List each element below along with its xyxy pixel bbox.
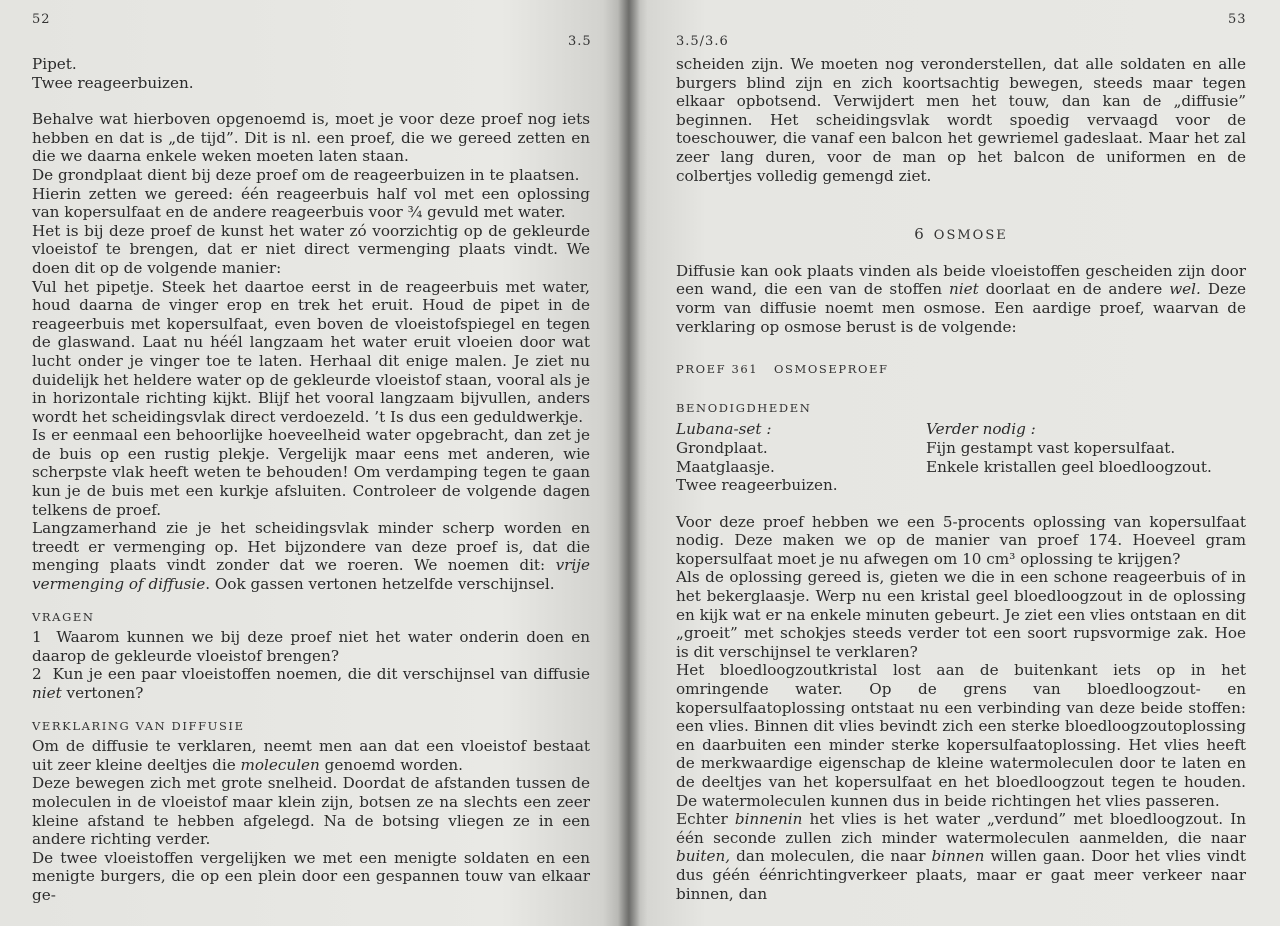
list-item: Fijn gestampt vast kopersulfaat. xyxy=(926,438,1176,457)
question-text: Kun je een paar vloeistoffen noemen, die dit verschijnsel van diffusie xyxy=(52,665,591,684)
section-title-text: OSMOSE xyxy=(933,228,1008,244)
emphasis-text: buiten, xyxy=(676,847,731,866)
question-text: Waarom kunnen we bij deze proef niet het water onderin doen en daarop de gekleurde vloeistof brengen? xyxy=(32,628,591,665)
paragraph: Deze bewegen zich met grote snelheid. Doordat de afstanden tussen de moleculen in de vloeistof maar klein zijn, botsen ze na slechts een zeer kleine afstand te hebben afgelegd. Na de botsing vliegen ze in een andere richting verder. xyxy=(32,774,590,849)
paragraph xyxy=(32,737,590,774)
left-page xyxy=(0,0,628,926)
text-run: Om de diffusie te verklaren, neemt men aan dat een vloeistof bestaat uit zeer kleine deeltjes die xyxy=(32,737,590,774)
list-item: Grondplaat. xyxy=(676,438,768,457)
paragraph xyxy=(676,262,1246,336)
book-gutter xyxy=(618,0,640,926)
emphasis-text: binnenin xyxy=(734,810,803,829)
emphasis-text: niet xyxy=(32,684,62,702)
text-run: Deze vorm van diffusie noemt men osmose. Een aardige proef, waarvan de verklaring op osmose berust is de volgende: xyxy=(676,280,1246,336)
emphasis-text: binnen xyxy=(931,847,985,866)
emphasis-text: wel. xyxy=(1169,280,1201,299)
text-run: willen gaan. Door het vlies vindt dus géén éénrichtingverkeer plaats, maar er gaat meer verkeer naar binnen, dan xyxy=(676,847,1247,903)
question-number: 1 xyxy=(32,628,42,647)
paragraph: Voor deze proef hebben we een 5-procents oplossing van kopersulfaat nodig. Deze maken we op de manier van proef 174. Hoeveel gram kopersulfaat moet je nu afwegen om 10 cm³ oplossing te krijgen? xyxy=(676,512,1246,568)
list-item: Pipet. xyxy=(32,55,77,73)
questions-heading: VRAGEN xyxy=(32,609,95,624)
text-run: genoemd worden. xyxy=(319,755,463,774)
paragraph: Het is bij deze proef de kunst het water zó voorzichtig op de gekleurde vloeistof te brengen, dat er niet direct vermenging plaats vindt. We doen dit op de volgende manier: xyxy=(32,221,590,277)
list-item: Enkele kristallen geel bloedloogzout. xyxy=(926,457,1212,476)
paragraph xyxy=(676,810,1246,903)
requirements-column-1 xyxy=(676,420,926,494)
paragraph: Is er eenmaal een behoorlijke hoeveelheid water opgebracht, dan zet je de buis op een rustig plekje. Vergelijk maar eens met anderen, wie scherpste vlak heeft weten te behouden! Om verdamping tegen te gaan kun je de buis met een kurkje afsluiten. Controleer de volgende dagen telkens de proef. xyxy=(32,426,590,519)
paragraph: Behalve wat hierboven opgenoemd is, moet je voor deze proef nog iets hebben en dat is „de tijd”. Dit is nl. een proef, die we gereed zetten en die we daarna enkele weken moeten laten staan. xyxy=(32,110,590,166)
paragraph: Vul het pipetje. Steek het daartoe eerst in de reageerbuis met water, houd daarna de vinger erop en trek het eruit. Houd de pipet in de reageerbuis met kopersulfaat, even boven de vloeistofspiegel en tegen de glaswand. Laat nu héél langzaam het water eruit vloeien door wat lucht onder je vinger toe te laten. Herhaal dit enige malen. Je ziet nu duidelijk het heldere water op de gekleurde vloeistof staan, vooral als je in horizontale richting kijkt. Blijf het vooral langzaam bijvullen, anders wordt het scheidingsvlak direct verdoezeld. ’t Is dus een geduldwerkje. xyxy=(32,277,590,426)
text-run: . Ook gassen vertonen hetzelfde verschijnsel. xyxy=(205,575,555,594)
list-item: Twee reageerbuizen. xyxy=(32,73,194,92)
emphasis-text: moleculen xyxy=(240,755,320,774)
paragraph: Als de oplossing gereed is, gieten we die in een schone reageerbuis of in het bekerglaasje. Werp nu een kristal geel bloedloogzout in de oplossing en kijk wat er na enkele minuten gebeurt. Je ziet een vlies ontstaan en dit „groeit” met schokjes steeds verder tot een soort rupsvormige zak. Hoe is dit verschijnsel te verklaren? xyxy=(676,568,1246,661)
running-head-left: 3.5 xyxy=(568,34,592,49)
question-number: 2 xyxy=(32,665,42,684)
section-number: 6 xyxy=(914,225,924,244)
question-2 xyxy=(32,665,590,702)
text-run: Diffusie kan ook plaats vinden als beide vloeistoffen gescheiden zijn door een wand, die een van de stoffen xyxy=(676,261,1246,299)
right-text-body xyxy=(676,55,1246,903)
section-title xyxy=(676,225,1246,246)
text-run: Langzamerhand zie je het scheidingsvlak minder scherp worden en treedt er vermenging op. Het bijzondere van deze proef is, dat die menging plaats vindt zonder dat we roeren. We noemen dit: xyxy=(32,519,590,575)
paragraph xyxy=(32,519,590,593)
paragraph: De twee vloeistoffen vergelijken we met een menigte soldaten en een menigte burgers, die op een plein door een gespannen touw van elkaar ge- xyxy=(32,848,590,904)
text-run: dan moleculen, die naar xyxy=(730,847,932,866)
page-number-right: 53 xyxy=(1228,12,1247,27)
list-item: Twee reageerbuizen. xyxy=(676,476,838,495)
right-page xyxy=(628,0,1280,926)
requirements-heading: BENODIGDHEDEN xyxy=(676,400,812,415)
question-1 xyxy=(32,628,590,665)
paragraph: scheiden zijn. We moeten nog veronderstellen, dat alle soldaten en alle burgers blind zijn en zich koortsachtig bewegen, steeds maar tegen elkaar opbotsend. Verwijdert men het touw, dan kan de „diffusie” beginnen. Het scheidingsvlak wordt spoedig vervaagd voor de toeschouwer, die vanaf een balcon het gewriemel gadeslaat. Maar het zal zeer lang duren, voor de man op het balcon de uniformen en de colbertjes volledig gemengd ziet. xyxy=(676,55,1246,185)
list-item: Verder nodig : xyxy=(926,420,1036,439)
paragraph: De grondplaat dient bij deze proef om de reageerbuizen in te plaatsen. xyxy=(32,165,580,184)
list-item: Maatglaasje. xyxy=(676,457,775,476)
list-item: Lubana-set : xyxy=(676,420,772,439)
emphasis-text: vrije vermenging of diffusie xyxy=(32,556,590,594)
experiment-heading: PROEF 361 OSMOSEPROEF xyxy=(676,362,889,377)
left-text-body xyxy=(32,55,590,905)
requirements-table xyxy=(676,420,1246,494)
text-run: Echter xyxy=(676,810,735,829)
running-head-right: 3.5/3.6 xyxy=(676,34,729,49)
question-text: vertonen? xyxy=(61,684,144,702)
explanation-heading: VERKLARING VAN DIFFUSIE xyxy=(32,718,245,733)
text-run: het vlies is het water „verdund” met bloedloogzout. In één seconde zullen zich minder watermoleculen aanmelden, die naar xyxy=(676,810,1246,847)
emphasis-text: niet xyxy=(948,280,979,299)
paragraph: Het bloedloogzoutkristal lost aan de buitenkant iets op in het omringende water. Op de grens van bloedloogzout- en kopersulfaatoplossing ontstaat nu een verbinding van deze beide stoffen: een vlies. Binnen dit vlies bevindt zich een sterke bloedloogzoutoplossing en daarbuiten een minder sterke kopersulfaatoplossing. Het vlies heeft de merkwaardige eigenschap de kleine watermoleculen door te laten en de deeltjes van het kopersulfaat en het bloedloogzout tegen te houden. De watermoleculen kunnen dus in beide richtingen het vlies passeren. xyxy=(676,661,1246,810)
page-number-left: 52 xyxy=(32,12,51,27)
text-run: doorlaat en de andere xyxy=(978,280,1170,299)
requirements-column-2 xyxy=(926,420,1212,494)
paragraph: Hierin zetten we gereed: één reageerbuis half vol met een oplossing van kopersulfaat en de andere reageerbuis voor ¾ gevuld met water. xyxy=(32,184,590,222)
